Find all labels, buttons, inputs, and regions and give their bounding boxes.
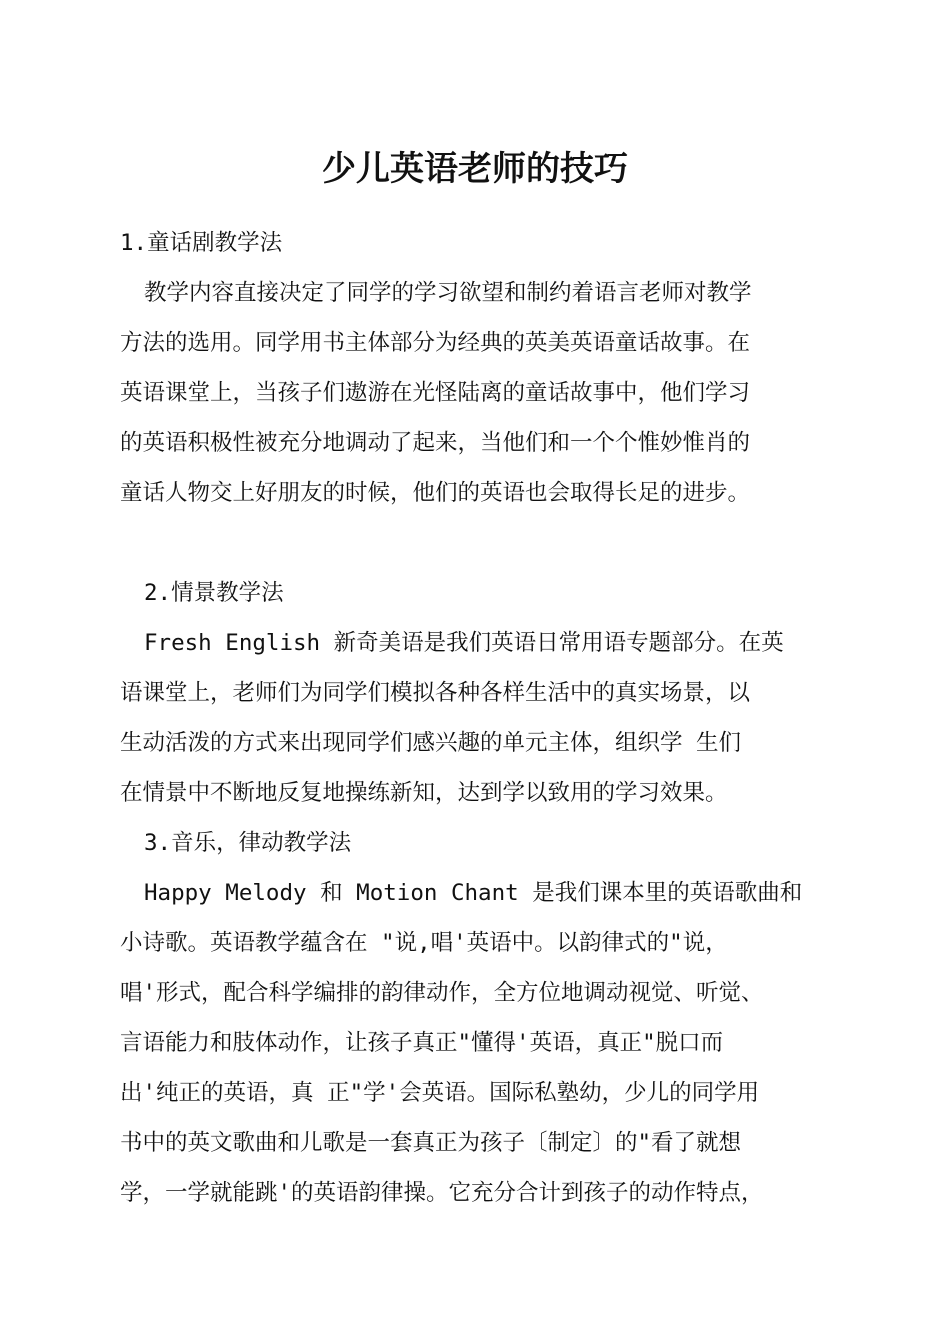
paragraph-line: 的英语积极性被充分地调动了起来，当他们和一个个惟妙惟肖的 (120, 430, 751, 456)
paragraph-line: 在情景中不断地反复地操练新知，达到学以致用的学习效果。 (120, 780, 728, 806)
paragraph-line: 生动活泼的方式来出现同学们感兴趣的单元主体，组织学 生们 (120, 730, 742, 756)
paragraph-line: Fresh English 新奇美语是我们英语日常用语专题部分。在英 (144, 630, 784, 656)
paragraph-line: 童话人物交上好朋友的时候，他们的英语也会取得长足的进步。 (120, 480, 751, 506)
paragraph-line: Happy Melody 和 Motion Chant 是我们课本里的英语歌曲和 (144, 880, 803, 906)
paragraph-line: 书中的英文歌曲和儿歌是一套真正为孩子〔制定〕的"看了就想 (120, 1130, 742, 1156)
section-heading-1: 1.童话剧教学法 (120, 230, 283, 256)
page-title: 少儿英语老师的技巧 (322, 149, 628, 189)
paragraph-line: 学，一学就能跳'的英语韵律操。它充分合计到孩子的动作特点， (120, 1180, 764, 1206)
paragraph-line: 英语课堂上，当孩子们遨游在光怪陆离的童话故事中，他们学习 (120, 380, 751, 406)
paragraph-line: 小诗歌。英语教学蕴含在 "说,唱'英语中。以韵律式的"说， (120, 930, 728, 956)
section-heading-2: 2.情景教学法 (144, 580, 284, 606)
paragraph-line: 方法的选用。同学用书主体部分为经典的英美英语童话故事。在 (120, 330, 751, 356)
paragraph-line: 教学内容直接决定了同学的学习欲望和制约着语言老师对教学 (144, 280, 752, 306)
paragraph-line: 唱'形式，配合科学编排的韵律动作，全方位地调动视觉、听觉、 (120, 980, 764, 1006)
paragraph-line: 言语能力和肢体动作，让孩子真正"懂得'英语，真正"脱口而 (120, 1030, 724, 1056)
paragraph-line: 语课堂上，老师们为同学们模拟各种各样生活中的真实场景，以 (120, 680, 751, 706)
section-heading-3: 3.音乐，律动教学法 (144, 830, 352, 856)
paragraph-line: 出'纯正的英语，真 正"学'会英语。国际私塾幼，少儿的同学用 (120, 1080, 760, 1106)
